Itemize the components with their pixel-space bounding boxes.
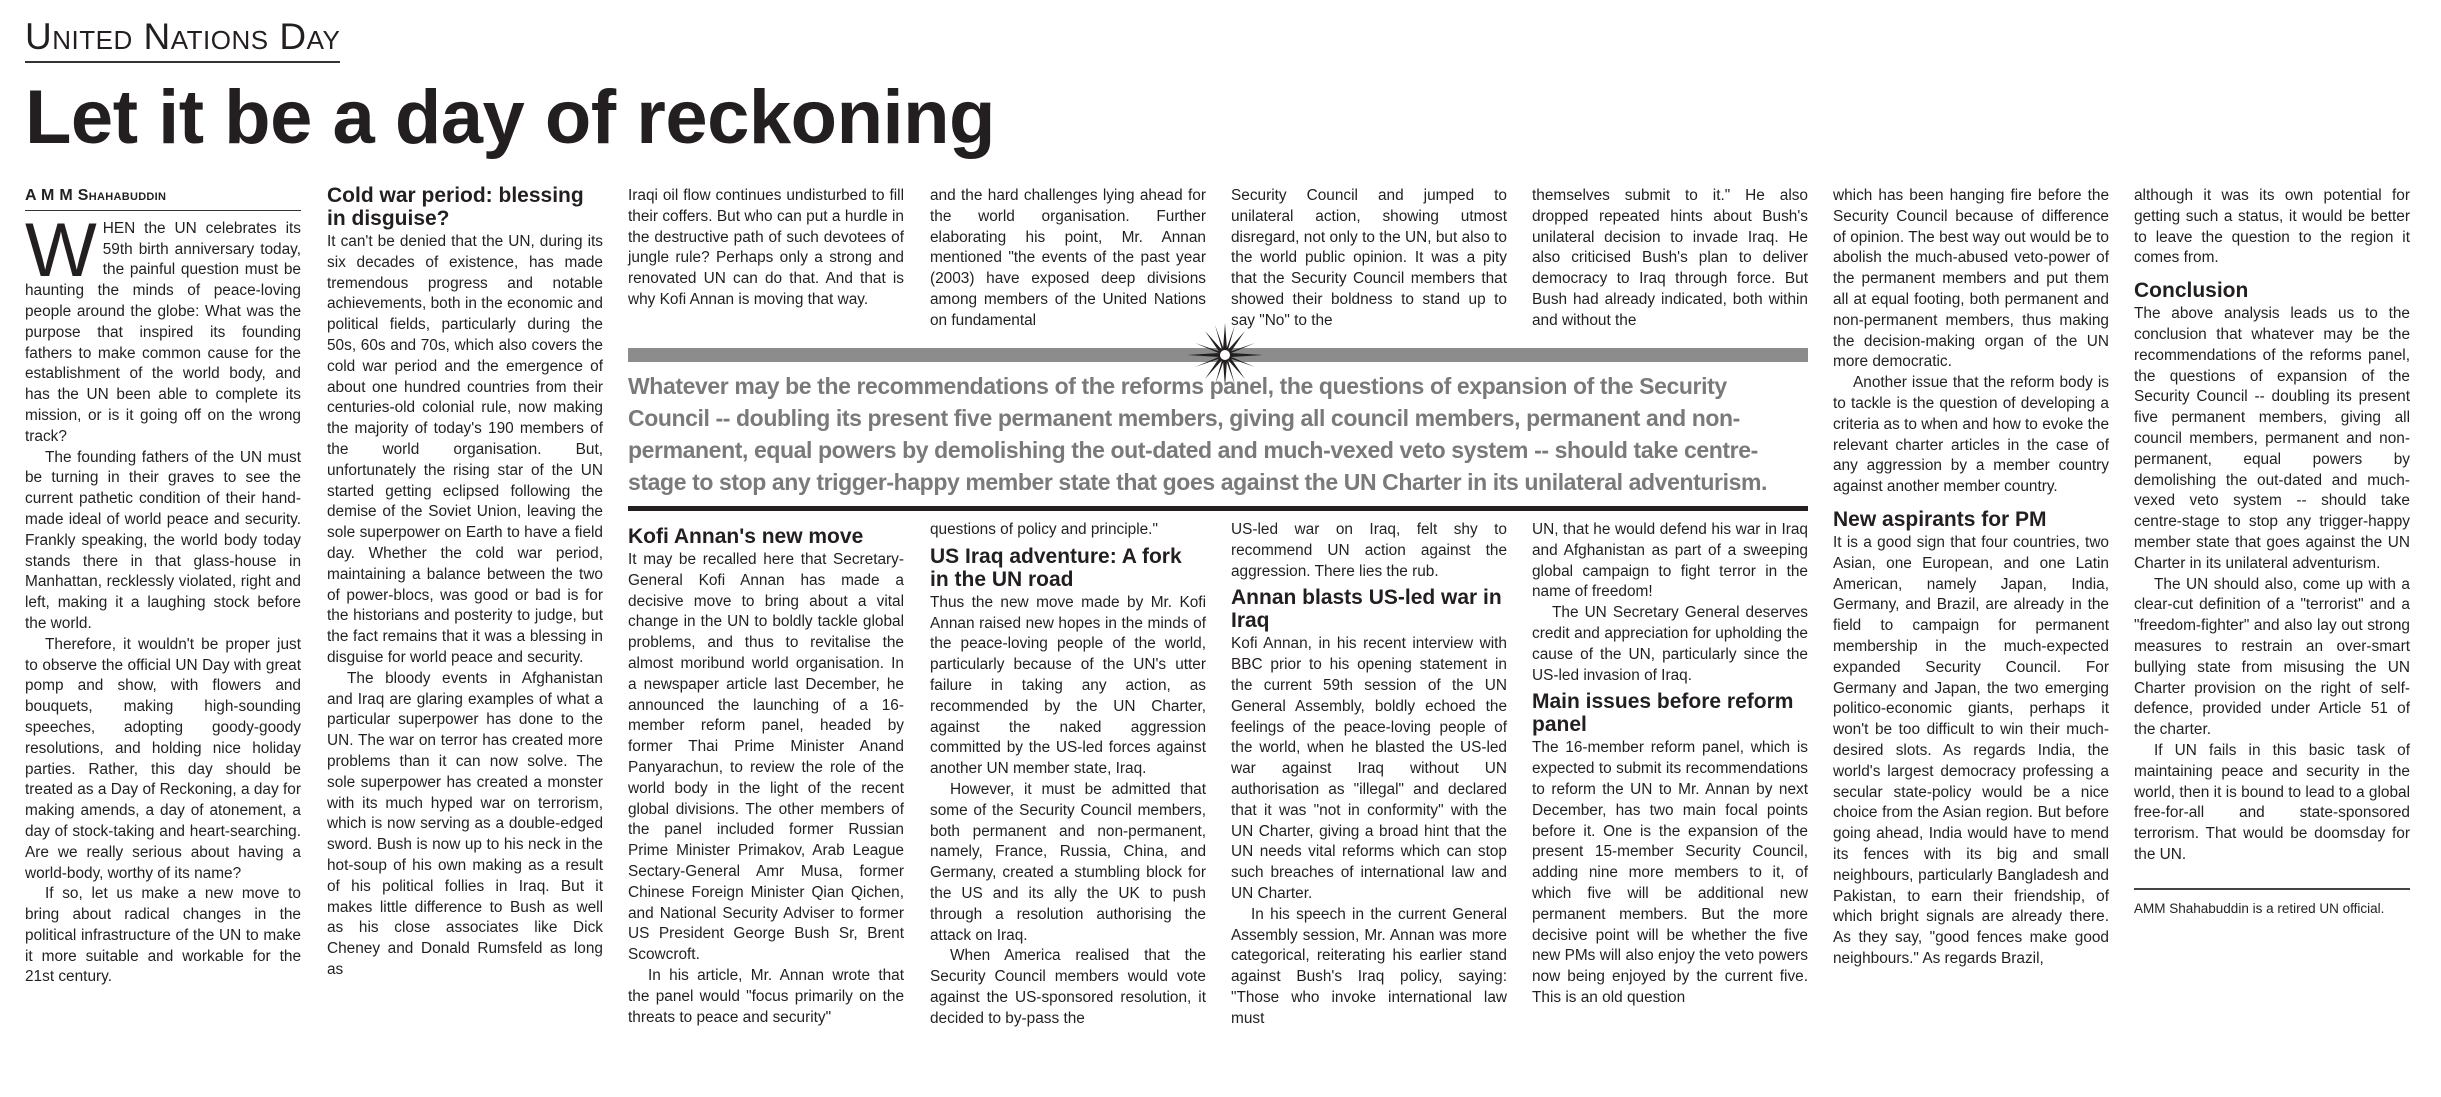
lead-paragraph: WHEN the UN celebrates its 59th birth anniversary today, the painful question must be haunting the minds of peace-loving people around the globe: What was the purpose that inspired its founding fathers to make common cause for the establishment of the world body, and has the UN been able to complete its mission, or is it going off on the wrong track?	[25, 207, 301, 445]
article-headline: Let it be a day of reckoning	[25, 75, 995, 160]
paragraph: Iraqi oil flow continues undisturbed to fill their coffers. But who can put a hurdle in the destructive path of such devotees of jungle rule? Perhaps only a strong and renovated UN can do that. And that is why Kofi Annan is moving that way.	[628, 187, 904, 308]
subheading-annan-blasts: Annan blasts US-led war in Iraq	[1231, 586, 1502, 633]
paragraph: It may be recalled here that Secretary-General Kofi Annan has made a decisive move to bring about a vital change in the UN to boldly tackle global problems, and thus to revitalise the almost moribund world organisation. In a newspaper article last December, he announced the launching of a 16-member reform panel, headed by former Thai Prime Minister Anand Panyarachun, to review the role of the world body in the light of the recent global divisions. The other members of the panel included former Russian Prime Minister Primakov, Arab League Sectary-General Amr Musa, former Chinese Foreign Minister Qian Qichen, and National Security Adviser to former US President George Bush Sr, Brent Scowcroft.	[628, 551, 904, 964]
drop-cap: W	[25, 207, 97, 293]
paragraph: It can't be denied that the UN, during its six decades of existence, has made tremendous progress and notable achievements, both in the economic and political fields, particularly during the 50s, 60s and 70s, which also covers the cold war period and the emergence of about one hundred countries from their centuries-old colonial rule, now making the majority of today's 190 members of the world organisation. But, unfortunately the rising star of the UN started getting eclipsed following the demise of the Soviet Union, leaving the sole superpower on Earth to have a field day. Whether the cold war period, maintaining a balance between the two of power-blocs, was good or bad is for the historians and posterity to judge, but the fact remains that it was a blessing in disguise for world peace and security.	[327, 233, 603, 666]
subheading-main-issues: Main issues before reform panel	[1532, 690, 1794, 737]
paragraph: although it was its own potential for getting such a status, it would be better to leave the question to the region it comes from.	[2134, 187, 2410, 267]
byline: A M M Shahabuddin	[25, 186, 301, 211]
subheading-conclusion: Conclusion	[2134, 279, 2249, 303]
paragraph: If UN fails in this basic task of maintaining peace and security in the world, then it is bound to lead to a global free-for-all and state-sponsored terrorism. That would be doomsday for the UN.	[2134, 741, 2410, 863]
column-4-bottom	[930, 520, 1206, 1030]
paragraph: The founding fathers of the UN must be turning in their graves to see the current pathetic condition of their hand-made ideal of world peace and security. Frankly speaking, the world body today stands there in that glass-house in Manhattan, recklessly violated, right and left, making it a laughing stock before the world.	[25, 448, 301, 632]
paragraph: The above analysis leads us to the conclusion that whatever may be the recommendations of the reforms panel, the questions of expansion of the Security Council -- doubling its present five permanent members, giving all council members, permanent and non-permanent, equal powers by demolishing the out-dated and much-vexed veto system -- should take centre-stage to stop any trigger-happy member state that goes against the UN Charter in its unilateral adventurism.	[2134, 305, 2410, 572]
paragraph: In his speech in the current General Assembly session, Mr. Annan was more categorical, reiterating his earlier stand against Bush's Iraq policy, saying: "Those who invoke international law must	[1231, 905, 1507, 1027]
paragraph: It is a good sign that four countries, two Asian, one European, and one Latin American, namely Japan, India, Germany, and Brazil, are already in the field to campaign for permanent membership in the much-expected expanded Security Council. For Germany and Japan, the two emerging politico-economic giants, perhaps it won't be too difficult to win their much-desired slots. As regards India, the world's largest democracy professing a secular state-policy would be a nice choice from the Asian region. But before going ahead, India would have to mend its fences with its big and small neighbours, particularly Bangladesh and Pakistan, to earn their friendship, of which bright signals are already there. As they say, "good fences make good neighbours." As regards Brazil,	[1833, 533, 2109, 967]
column-6-bottom	[1532, 520, 1808, 1009]
paragraph: The bloody events in Afghanistan and Iraq are glaring examples of what a particular superpower has done to the UN. The war on terror has created more problems than it can now solve. The sole superpower has created a monster with its much hyped war on terrorism, which is now serving as a double-edged sword. Bush is now up to his neck in the hot-soup of his own making as a result of his political follies in Iraq. But it makes little difference to Bush as well as his close associates like Dick Cheney and Donald Rumsfeld as long as	[327, 669, 603, 978]
paragraph: UN, that he would defend his war in Iraq and Afghanistan as part of a sweeping global campaign to fight terror in the name of freedom!	[1532, 521, 1808, 601]
paragraph: Security Council and jumped to unilateral action, showing utmost disregard, not only to the UN, but also to the world public opinion. It was a pity that the Security Council members that showed their boldness to stand up to say "No" to the	[1231, 187, 1507, 329]
paragraph: However, it must be admitted that some of the Security Council members, both permanent and non-permanent, namely, France, Russia, China, and Germany, created a stumbling block for the US and its ally the UK to push through a resolution authorising the attack on Iraq.	[930, 780, 1206, 944]
paragraph: which has been hanging fire before the Security Council because of difference of opinion. The best way out would be to abolish the much-abused veto-power of the permanent members and put them all at equal footing, both permanent and non-permanent members, thus making the decision-making organ of the UN more democratic.	[1833, 187, 2109, 371]
column-7	[1833, 186, 2109, 970]
subheading-new-aspirants: New aspirants for PM	[1833, 507, 2047, 531]
subheading-us-iraq-adventure: US Iraq adventure: A fork in the UN road	[930, 544, 1182, 591]
column-8	[2134, 186, 2410, 918]
paragraph: In his article, Mr. Annan wrote that the panel would "focus primarily on the threats to peace and security"	[628, 966, 904, 1026]
paragraph: Thus the new move made by Mr. Kofi Annan raised new hopes in the minds of the peace-loving people of the world, particularly because of the UN's utter failure in taking any action, as recommended by the UN Charter, against the naked aggression committed by the US-led forces against another UN member state, Iraq.	[930, 593, 1206, 778]
subheading-cold-war: Cold war period: blessing in disguise?	[327, 184, 584, 230]
pull-quote-bottom-rule	[628, 506, 1808, 511]
paragraph: When America realised that the Security Council members would vote against the US-sponsored resolution, it decided to by-pass the	[930, 947, 1206, 1027]
paragraph: The 16-member reform panel, which is expected to submit its recommendations to reform the UN to Mr. Annan by next December, has two main focal points before it. One is the expansion of the present 15-member Security Council, adding nine more members to it, of which five will be additional new permanent members. But the more decisive point will be whether the five new PMs will also enjoy the veto powers now being enjoyed by the current five. This is an old question	[1532, 739, 1808, 1006]
author-bio: AMM Shahabuddin is a retired UN official.	[2134, 900, 2385, 916]
paragraph: and the hard challenges lying ahead for the world organisation. Further elaborating his point, Mr. Annan mentioned "the events of the past year (2003) have exposed deep divisions among members of the United Nations on fundamental	[930, 187, 1206, 329]
paragraph: Therefore, it wouldn't be proper just to observe the official UN Day with great pomp and show, with flowers and bouquets, making high-sounding speeches, adopting goody-goody resolutions, and holding nice holiday parties. Rather, this day should be treated as a Day of Reckoning, a day for making amends, a day of atonement, a day of stock-taking and heart-searching. Are we really serious about having a world-body, worthy of its name?	[25, 635, 301, 882]
column-2	[327, 184, 603, 981]
pull-quote: Whatever may be the recommendations of the reforms panel, the questions of expansion of the Security Council -- doubling its present five permanent members, giving all council members, permanent and non-permanent, equal powers by demolishing the out-dated and much-vexed veto system -- should take centre-stage to stop any trigger-happy member state that goes against the UN Charter in its unilateral adventurism.	[628, 373, 1767, 495]
paragraph: Kofi Annan, in his recent interview with BBC prior to his opening statement in the current 59th session of the UN General Assembly, boldly echoed the feelings of the peace-loving people of the world, when he blasted the US-led war against Iraq without UN authorisation as "illegal" and declared that it was "not in conformity" with the UN Charter, giving a broad hint that the UN needs vital reforms which can stop such breaches of international law and UN Charter.	[1231, 635, 1507, 902]
column-3-bottom	[628, 525, 904, 1028]
paragraph: questions of policy and principle."	[930, 521, 1158, 538]
bio-divider	[2134, 888, 2410, 890]
column-6-top	[1532, 186, 1808, 332]
paragraph: The UN Secretary General deserves credit and appreciation for upholding the cause of the UN, particularly since the US-led invasion of Iraq.	[1532, 604, 1808, 684]
column-5-top	[1231, 186, 1507, 332]
paragraph: US-led war on Iraq, felt shy to recommend UN action against the aggression. There lies the rub.	[1231, 521, 1507, 580]
section-kicker: United Nations Day	[25, 18, 340, 63]
paragraph: Another issue that the reform body is to tackle is the question of developing a criteria as to when and how to evoke the relevant charter articles in the case of any aggression by a member country against another member country.	[1833, 374, 2109, 496]
paragraph: If so, let us make a new move to bring about radical changes in the political infrastructure of the UN to make it more suitable and workable for the 21st century.	[25, 885, 301, 986]
paragraph: themselves submit to it." He also dropped repeated hints about Bush's unilateral decision to invade Iraq. He also criticised Bush's plan to deliver democracy to Iraq through force. But Bush had already indicated, both within and without the	[1532, 187, 1808, 329]
column-5-bottom	[1231, 520, 1507, 1030]
column-1	[25, 186, 301, 988]
column-4-top	[930, 186, 1206, 332]
column-3-top	[628, 186, 904, 311]
paragraph: The UN should also, come up with a clear-cut definition of a "terrorist" and a "freedom-fighter" and also lay out strong measures to restrain an over-smart bullying state from misusing the UN Charter provision on the right of self-defence, provided under Article 51 of the charter.	[2134, 575, 2410, 739]
subheading-kofi-annan-new-move: Kofi Annan's new move	[628, 525, 864, 548]
